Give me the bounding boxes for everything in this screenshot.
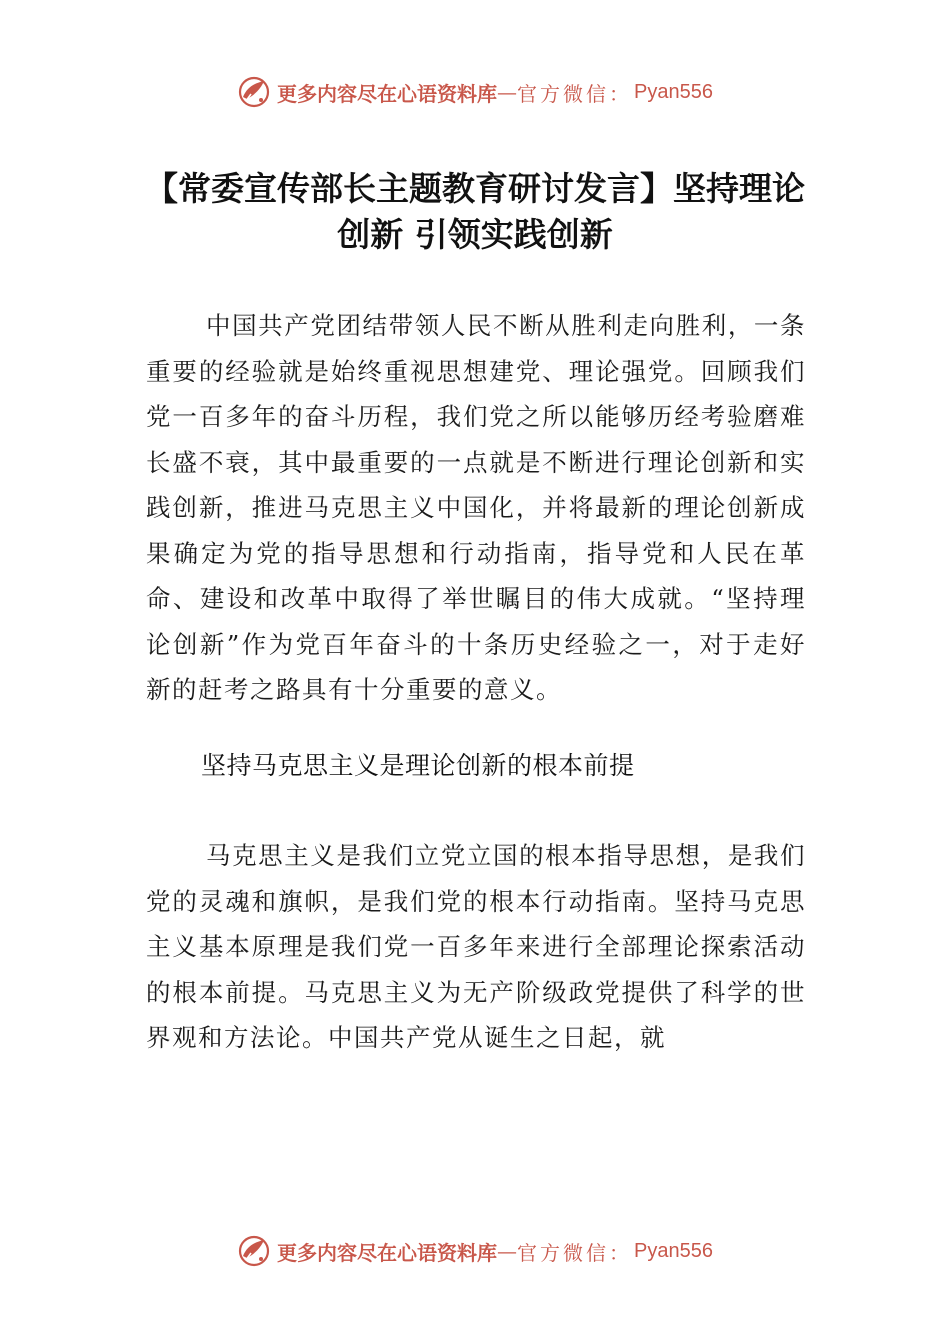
document-title: 【常委宣传部长主题教育研讨发言】坚持理论创新 引领实践创新 [145,169,805,254]
pen-nib-logo-icon [237,75,271,109]
banner-wechat-id: Pyan556 [634,1239,713,1262]
footer-banner [0,1231,950,1271]
banner-wechat-label: 官方微信： [517,1240,633,1265]
banner-wechat-id: Pyan556 [634,80,713,103]
section-heading: 坚持马克思主义是理论创新的根本前提 [201,751,635,780]
header-banner [0,72,950,112]
paragraph-marxism: 马克思主义是我们立党立国的根本指导思想，是我们党的灵魂和旗帜，是我们党的根本行动指南。坚持马克思主义基本原理是我们党一百多年来进行全部理论探索活动的根本前提。马克思主义为无产阶级政党提供了科学的世界观和方法论。中国共产党从诞生之日起，就 [146,841,806,1052]
banner-separator: — [497,80,518,104]
pen-nib-logo-icon [237,1234,271,1268]
banner-main-text: 更多内容尽在心语资料库 [277,81,498,106]
banner-separator: — [497,1239,518,1263]
paragraph-intro: 中国共产党团结带领人民不断从胜利走向胜利，一条重要的经验就是始终重视思想建党、理论强党。回顾我们党一百多年的奋斗历程，我们党之所以能够历经考验磨难长盛不衰，其中最重要的一点就是不断进行理论创新和实践创新，推进马克思主义中国化，并将最新的理论创新成果确定为党的指导思想和行动指南，指导党和人民在革命、建设和改革中取得了举世瞩目的伟大成就。“坚持理论创新”作为党百年奋斗的十条历史经验之一，对于走好新的赶考之路具有十分重要的意义。 [146,311,806,704]
banner-wechat-label: 官方微信： [517,81,633,106]
banner-main-text: 更多内容尽在心语资料库 [277,1240,498,1265]
